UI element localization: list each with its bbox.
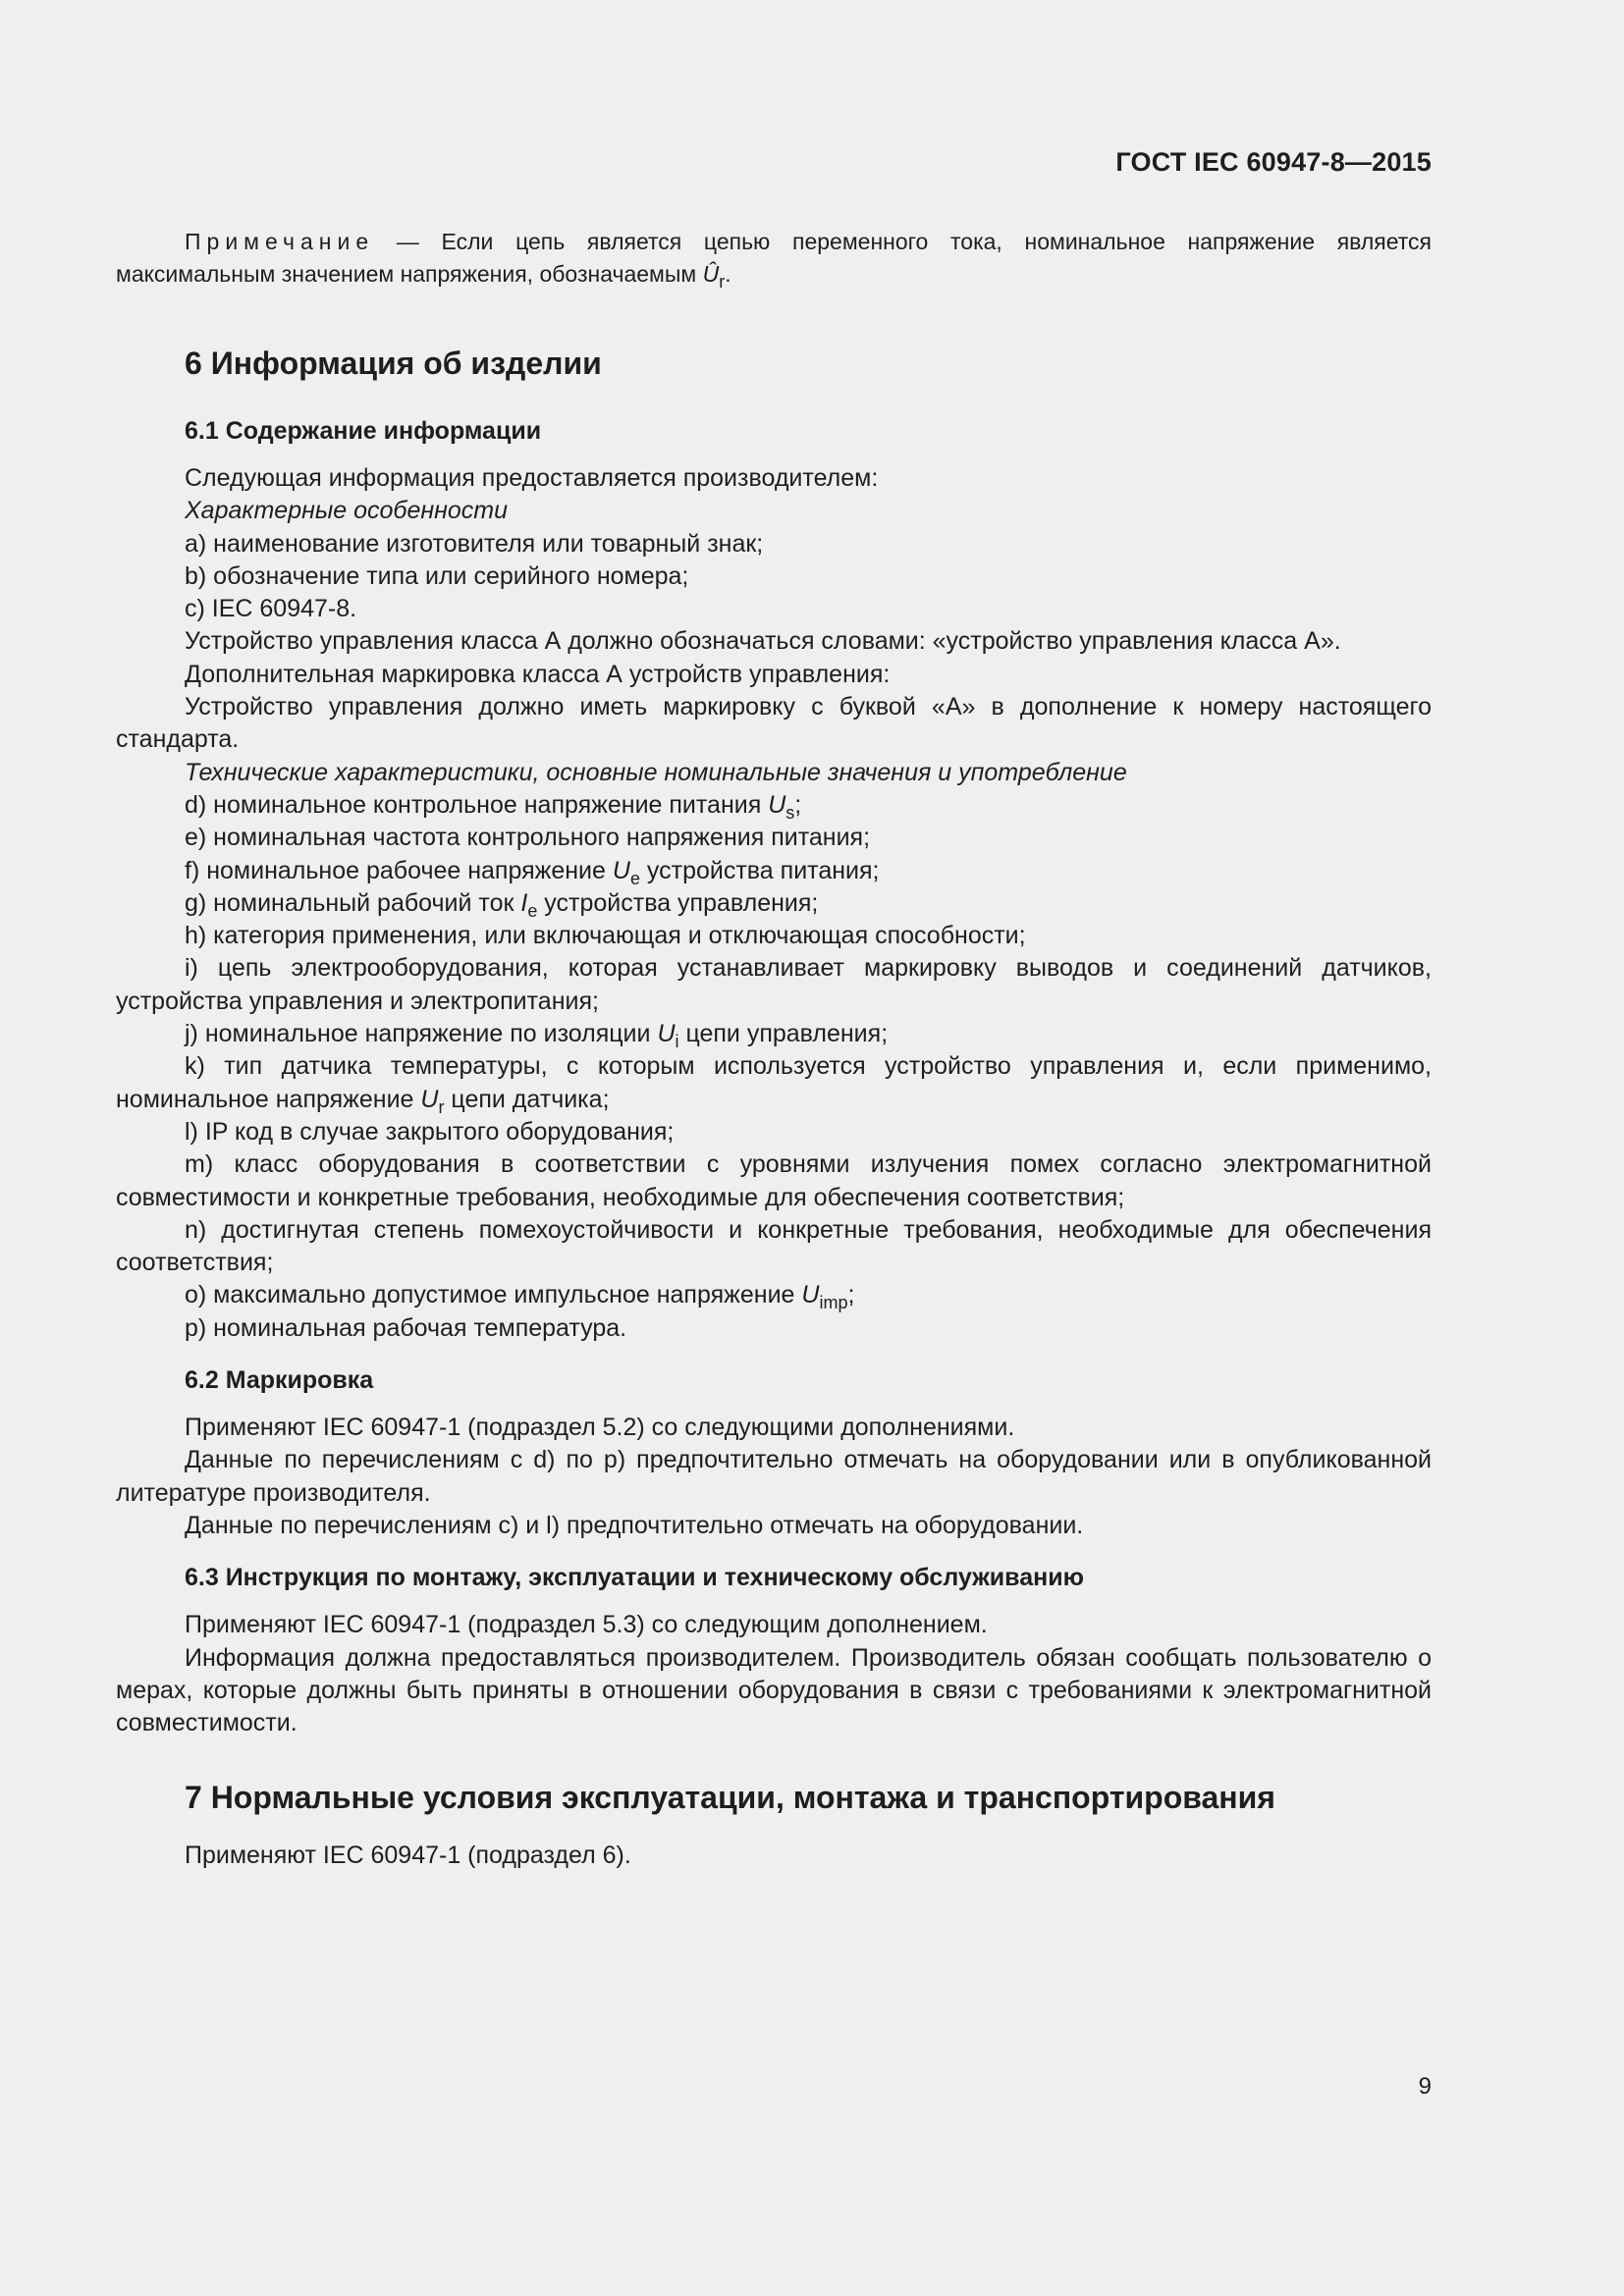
note-paragraph: Примечание — Если цепь является цепью переменного тока, номинальное напряжение является максимальным значением напряжения, обозначаемым $Û_r$.	[116, 229, 1432, 292]
features-heading: Характерные особенности	[185, 497, 509, 525]
note-symbol-sub: r	[719, 272, 726, 292]
class-a-text: Устройство управления класса А должно обозначаться словами: «устройство управления класса А».	[185, 627, 1341, 656]
list-item-l: l) IP код в случае закрытого оборудования;	[185, 1117, 675, 1146]
list-item-n: n) достигнутая степень помехоустойчивости и конкретные требования, необходимые для обеспечения соответствия;	[116, 1215, 1432, 1277]
note-symbol: Û	[702, 261, 720, 287]
section-7-p1: Применяют IEC 60947-1 (подраздел 6).	[185, 1842, 631, 1870]
list-item-m: m) класс оборудования в соответствии с уровнями излучения помех согласно электромагнитной совместимости и конкретные требования, необходимые для обеспечения соответствия;	[116, 1150, 1432, 1211]
list-item-a: a) наименование изготовителя или товарный знак;	[185, 529, 764, 558]
intro-text: Следующая информация предоставляется производителем:	[185, 464, 879, 492]
list-item-o: o) максимально допустимое импульсное напряжение $U_{imp}$;	[185, 1281, 855, 1313]
list-item-j: j) номинальное напряжение по изоляции $U_i$ цепи управления;	[185, 1020, 889, 1052]
section-6-title: 6 Информация об изделии	[185, 346, 602, 381]
document-header: ГОСТ IEC 60947-8—2015	[1115, 147, 1432, 177]
list-item-e: e) номинальная частота контрольного напряжения питания;	[185, 824, 871, 852]
section-6-3-p2: Информация должна предоставляться производителем. Производитель обязан сообщать пользователю о мерах, которые должны быть приняты в отношении оборудования в связи с требованиями к электромагнитной совместимости.	[116, 1643, 1432, 1737]
list-item-p: p) номинальная рабочая температура.	[185, 1313, 627, 1342]
section-6-2-p2: Данные по перечислениям с d) по p) предпочтительно отмечать на оборудовании или в опубликованной литературе производителя.	[116, 1446, 1432, 1507]
list-item-f: f) номинальное рабочее напряжение $U_e$ устройства питания;	[185, 856, 880, 888]
list-item-h: h) категория применения, или включающая и отключающая способности;	[185, 922, 1026, 950]
tech-heading: Технические характеристики, основные номинальные значения и употребление	[185, 758, 1127, 786]
list-item-b: b) обозначение типа или серийного номера;	[185, 561, 689, 590]
section-6-3-p1: Применяют IEC 60947-1 (подраздел 5.3) со следующим дополнением.	[185, 1611, 988, 1639]
section-6-3-title: 6.3 Инструкция по монтажу, эксплуатации и техническому обслуживанию	[185, 1564, 1084, 1592]
page-number: 9	[1418, 2073, 1432, 2100]
section-6-1-title: 6.1 Содержание информации	[185, 417, 542, 445]
list-item-g: g) номинальный рабочий ток $I_e$ устройства управления;	[185, 888, 819, 921]
list-item-k: k) тип датчика температуры, с которым используется устройство управления и, если применимо, номинальное напряжение $U_r$ цепи датчика;	[116, 1052, 1432, 1117]
note-text: — Если цепь является цепью переменного тока, номинальное напряжение является максимальным значением напряжения, обозначаемым	[116, 229, 1432, 287]
extra-marking-text: Дополнительная маркировка класса А устройств управления:	[185, 660, 891, 688]
main-content	[116, 339, 1432, 1873]
note-label: Примечание	[185, 229, 375, 254]
list-item-c: c) IEC 60947-8.	[185, 595, 357, 623]
list-item-d: d) номинальное контрольное напряжение питания $U_s$;	[185, 790, 802, 823]
section-6-2-title: 6.2 Маркировка	[185, 1366, 374, 1395]
document-page	[116, 0, 1432, 2296]
list-item-i: i) цепь электрооборудования, которая устанавливает маркировку выводов и соединений датчиков, устройства управления и электропитания;	[116, 954, 1432, 1015]
section-6-2-p1: Применяют IEC 60947-1 (подраздел 5.2) со следующими дополнениями.	[185, 1414, 1015, 1442]
section-7-title: 7 Нормальные условия эксплуатации, монтажа и транспортирования	[185, 1780, 1275, 1816]
section-6-2-p3: Данные по перечислениям c) и l) предпочтительно отмечать на оборудовании.	[185, 1511, 1084, 1539]
marking-letter-text: Устройство управления должно иметь маркировку с буквой «А» в дополнение к номеру настоящего стандарта.	[116, 693, 1432, 754]
